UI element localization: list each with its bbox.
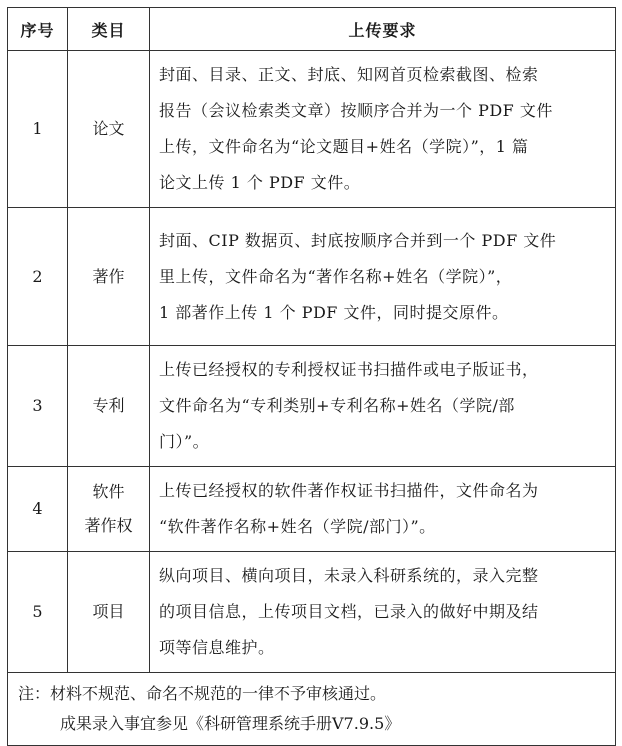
requirement-line: 纵向项目、横向项目，未录入科研系统的，录入完整 [159,566,539,585]
requirement-line: 上传，文件命名为“论文题目+姓名（学院）”，1 篇 [159,137,529,156]
requirement-line: 1 部著作上传 1 个 PDF 文件，同时提交原件。 [159,302,509,322]
requirement-line: 的项目信息，上传项目文档，已录入的做好中期及结 [159,602,539,621]
requirement-line: 论文上传 1 个 PDF 文件。 [159,173,361,192]
category-line: 专利 [92,396,125,415]
requirement-line: 封面、目录、正文、封底、知网首页检索截图、检索 [159,65,539,84]
row-category [68,51,150,208]
row-category [68,346,150,467]
upload-requirements-table [7,7,616,746]
row-category [68,467,150,552]
row-category [68,208,150,346]
header-serial-number: 序号 [8,8,68,51]
row-requirements [150,467,616,552]
header-upload-requirements: 上传要求 [150,8,616,51]
table-note-row [8,673,616,746]
requirement-line: 报告（会议检索类文章）按顺序合并为一个 PDF 文件 [159,101,553,120]
table-row [8,467,616,552]
category-line: 项目 [92,602,125,621]
row-serial-number: 4 [8,467,68,552]
table-row [8,552,616,673]
row-requirements [150,208,616,346]
row-serial-number: 3 [8,346,68,467]
requirement-line: 门）”。 [159,432,210,451]
category-line: 论文 [92,119,125,138]
requirement-line: 上传已经授权的专利授权证书扫描件或电子版证书， [159,360,539,379]
category-line: 著作权 [84,516,133,535]
table-row [8,346,616,467]
row-requirements [150,552,616,673]
note-line-1: 注：材料不规范、命名不规范的一律不予审核通过。 [18,684,387,703]
table-header-row [8,8,616,51]
requirement-line: 里上传，文件命名为“著作名称+姓名（学院）”， [159,266,513,286]
row-serial-number: 1 [8,51,68,208]
note-cell [8,673,616,746]
header-category: 类目 [68,8,150,51]
row-requirements [150,346,616,467]
requirement-line: 项等信息维护。 [159,638,275,657]
row-serial-number: 2 [8,208,68,346]
row-category [68,552,150,673]
requirement-line: 封面、CIP 数据页、封底按顺序合并到一个 PDF 文件 [159,230,557,250]
requirement-line: “软件著作名称+姓名（学院/部门）”。 [159,517,436,536]
requirement-line: 文件命名为“专利类别+专利名称+姓名（学院/部 [159,396,515,415]
requirement-line: 上传已经授权的软件著作权证书扫描件，文件命名为 [159,481,539,500]
row-serial-number: 5 [8,552,68,673]
row-requirements [150,51,616,208]
category-line: 软件 [92,482,125,501]
note-line-2: 成果录入事宜参见《科研管理系统手册V7.9.5》 [60,714,401,733]
table-row [8,208,616,346]
category-line: 著作 [92,266,125,286]
table-row [8,51,616,208]
